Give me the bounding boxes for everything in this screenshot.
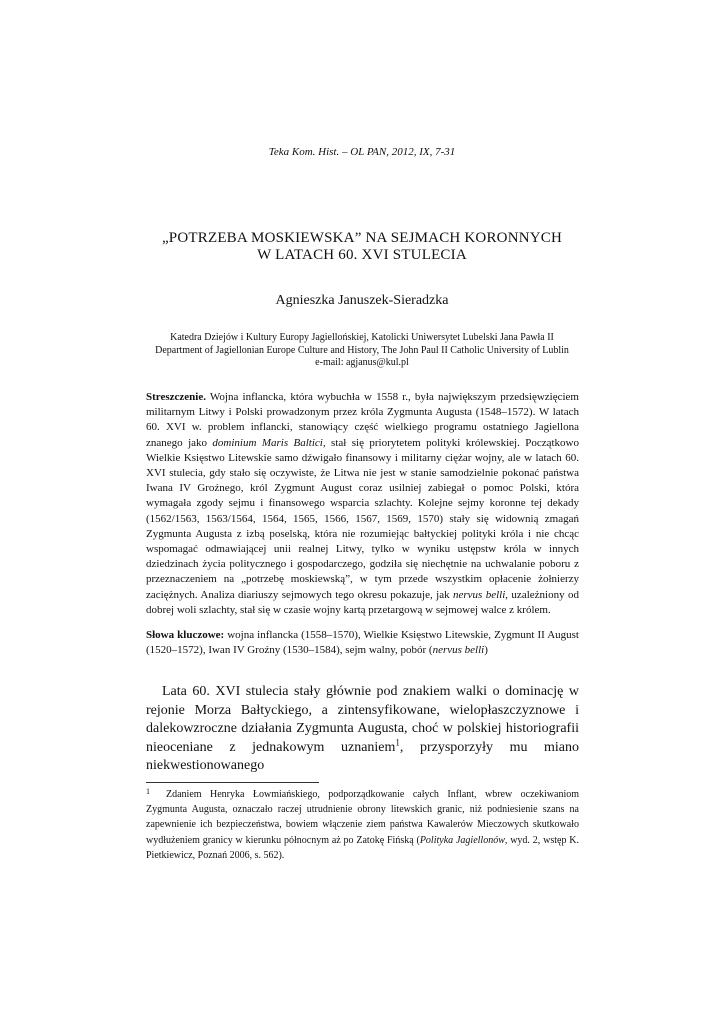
keywords-label: Słowa kluczowe: bbox=[146, 629, 225, 642]
affiliation-polish: Katedra Dziejów i Kultury Europy Jagiellońskiej, Katolicki Uniwersytet Lubelski Jana Pawła II bbox=[170, 332, 554, 343]
running-head: Teka Kom. Hist. – OL PAN, 2012, IX, 7-31 bbox=[268, 146, 456, 158]
footnote-text bbox=[146, 787, 579, 863]
footnote-text-part-2: , wyd. 2, wstęp K. Pietkiewicz, Poznań 2006, s. 562). bbox=[146, 834, 580, 861]
abstract-italic-1: dominium Maris Baltici bbox=[212, 436, 323, 449]
body-paragraph bbox=[146, 683, 579, 776]
author-email: e-mail: agjanus@kul.pl bbox=[315, 357, 409, 368]
footnote-italic: Polityka Jagiellonów bbox=[419, 834, 505, 846]
title-line-2: W LATACH 60. XVI STULECIA bbox=[257, 247, 467, 263]
keywords-text-part-2: ) bbox=[484, 644, 488, 657]
abstract-text-part-1: Wojna inflancka, która wybuchła w 1558 r., była największym przedsięwzięciem militarnym Litwy i Polski prowadzonym przez króla Zygmunta Augusta (1548–1572). W latach 60. XVI w. problem inflancki, stanowiący część wielkiego programu ostatniego Jagiellona znanego jako bbox=[146, 391, 579, 449]
body-text-part-2: , przysporzyły mu miano niekwestionowanego bbox=[146, 739, 579, 773]
footnote-number: 1 bbox=[146, 787, 150, 796]
abstract-italic-2: nervus belli bbox=[453, 588, 506, 601]
abstract-paragraph bbox=[146, 390, 579, 618]
abstract-section bbox=[146, 390, 579, 658]
title-line-1: „POTRZEBA MOSKIEWSKA” NA SEJMACH KORONNYCH bbox=[161, 230, 563, 246]
article-title bbox=[0, 230, 724, 264]
keywords-text-part-1: wojna inflancka (1558–1570), Wielkie Księstwo Litewskie, Zygmunt II August (1520–1572), Iwan IV Groźny (1530–1584), sejm walny, pobór ( bbox=[146, 629, 579, 657]
abstract-text-part-3: , uzależniony od dobrej woli szlachty, stał się w czasie wojny kartą przetargową w sejmowej walce z królem. bbox=[146, 588, 579, 616]
keywords-italic: nervus belli bbox=[432, 644, 485, 657]
footnote-separator bbox=[146, 782, 319, 783]
keywords-paragraph bbox=[146, 628, 579, 658]
abstract-label: Streszczenie. bbox=[146, 391, 206, 403]
author-name: Agnieszka Januszek-Sieradzka bbox=[275, 293, 449, 308]
abstract-text-part-2: , stał się priorytetem polityki królewskiej. Początkowo Wielkie Księstwo Litewskie samo dźwigało finansowy i militarny ciężar wojny, ale w latach 60. XVI stulecia, gdy stało się oczywiste, że Litwa nie jest w stanie samodzielnie pokonać państwa Iwana IV Groźnego, król Zygmunt August coraz usilniej zabiegał o pomoc Polski, która wymagała zgody sejmu i finansowego wsparcia szlachty. Kolejne sejmy koronne tej dekady (1562/1563, 1563/1564, 1564, 1565, 1566, 1567, 1569, 1570) stały się widownią zmagań Zygmunta Augusta z izbą poselską, która nie rozumiejąc bałtyckiej polityki króla i nie chcąc wspomagać odmawiającej unii realnej Litwy, tylko w wyniku ustępstw króla w innych dziedzinach życia politycznego i gospodarczego, godziła się niechętnie na uchwalanie poboru z przeznaczeniem na „potrzebę moskiewską”, w tym przede wszystkim opłacenie żołnierzy zaciężnych. Analiza diariuszy sejmowych tego okresu pokazuje, jak bbox=[146, 436, 579, 601]
footnote-reference[interactable]: 1 bbox=[395, 736, 400, 747]
body-text-part-1: Lata 60. XVI stulecia stały głównie pod znakiem walki o dominację w rejonie Morza Bałtyckiego, a zintensyfikowane, wielopłaszczyznowe i dalekowzroczne działania Zygmunta Augusta, choć w polskiej historiografii nieoceniane z jednakowym uznaniem bbox=[146, 684, 579, 755]
affiliation-block bbox=[0, 332, 724, 370]
footnote-text-part-1: Zdaniem Henryka Łowmiańskiego, podporządkowanie całych Inflant, wbrew oczekiwaniom Zygmunta Augusta, oznaczało raczej utrudnienie obrony litewskich granic, niż podniesienie szans na zapewnienie ich bezpieczeństwa, bowiem włączenie ziem państwa Kawalerów Mieczowych skutkowało wydłużeniem granicy w kierunku północnym aż po Zatokę Fińską ( bbox=[146, 789, 579, 846]
affiliation-english: Department of Jagiellonian Europe Culture and History, The John Paul II Catholic University of Lublin bbox=[155, 344, 569, 356]
footnote-1 bbox=[146, 787, 579, 863]
